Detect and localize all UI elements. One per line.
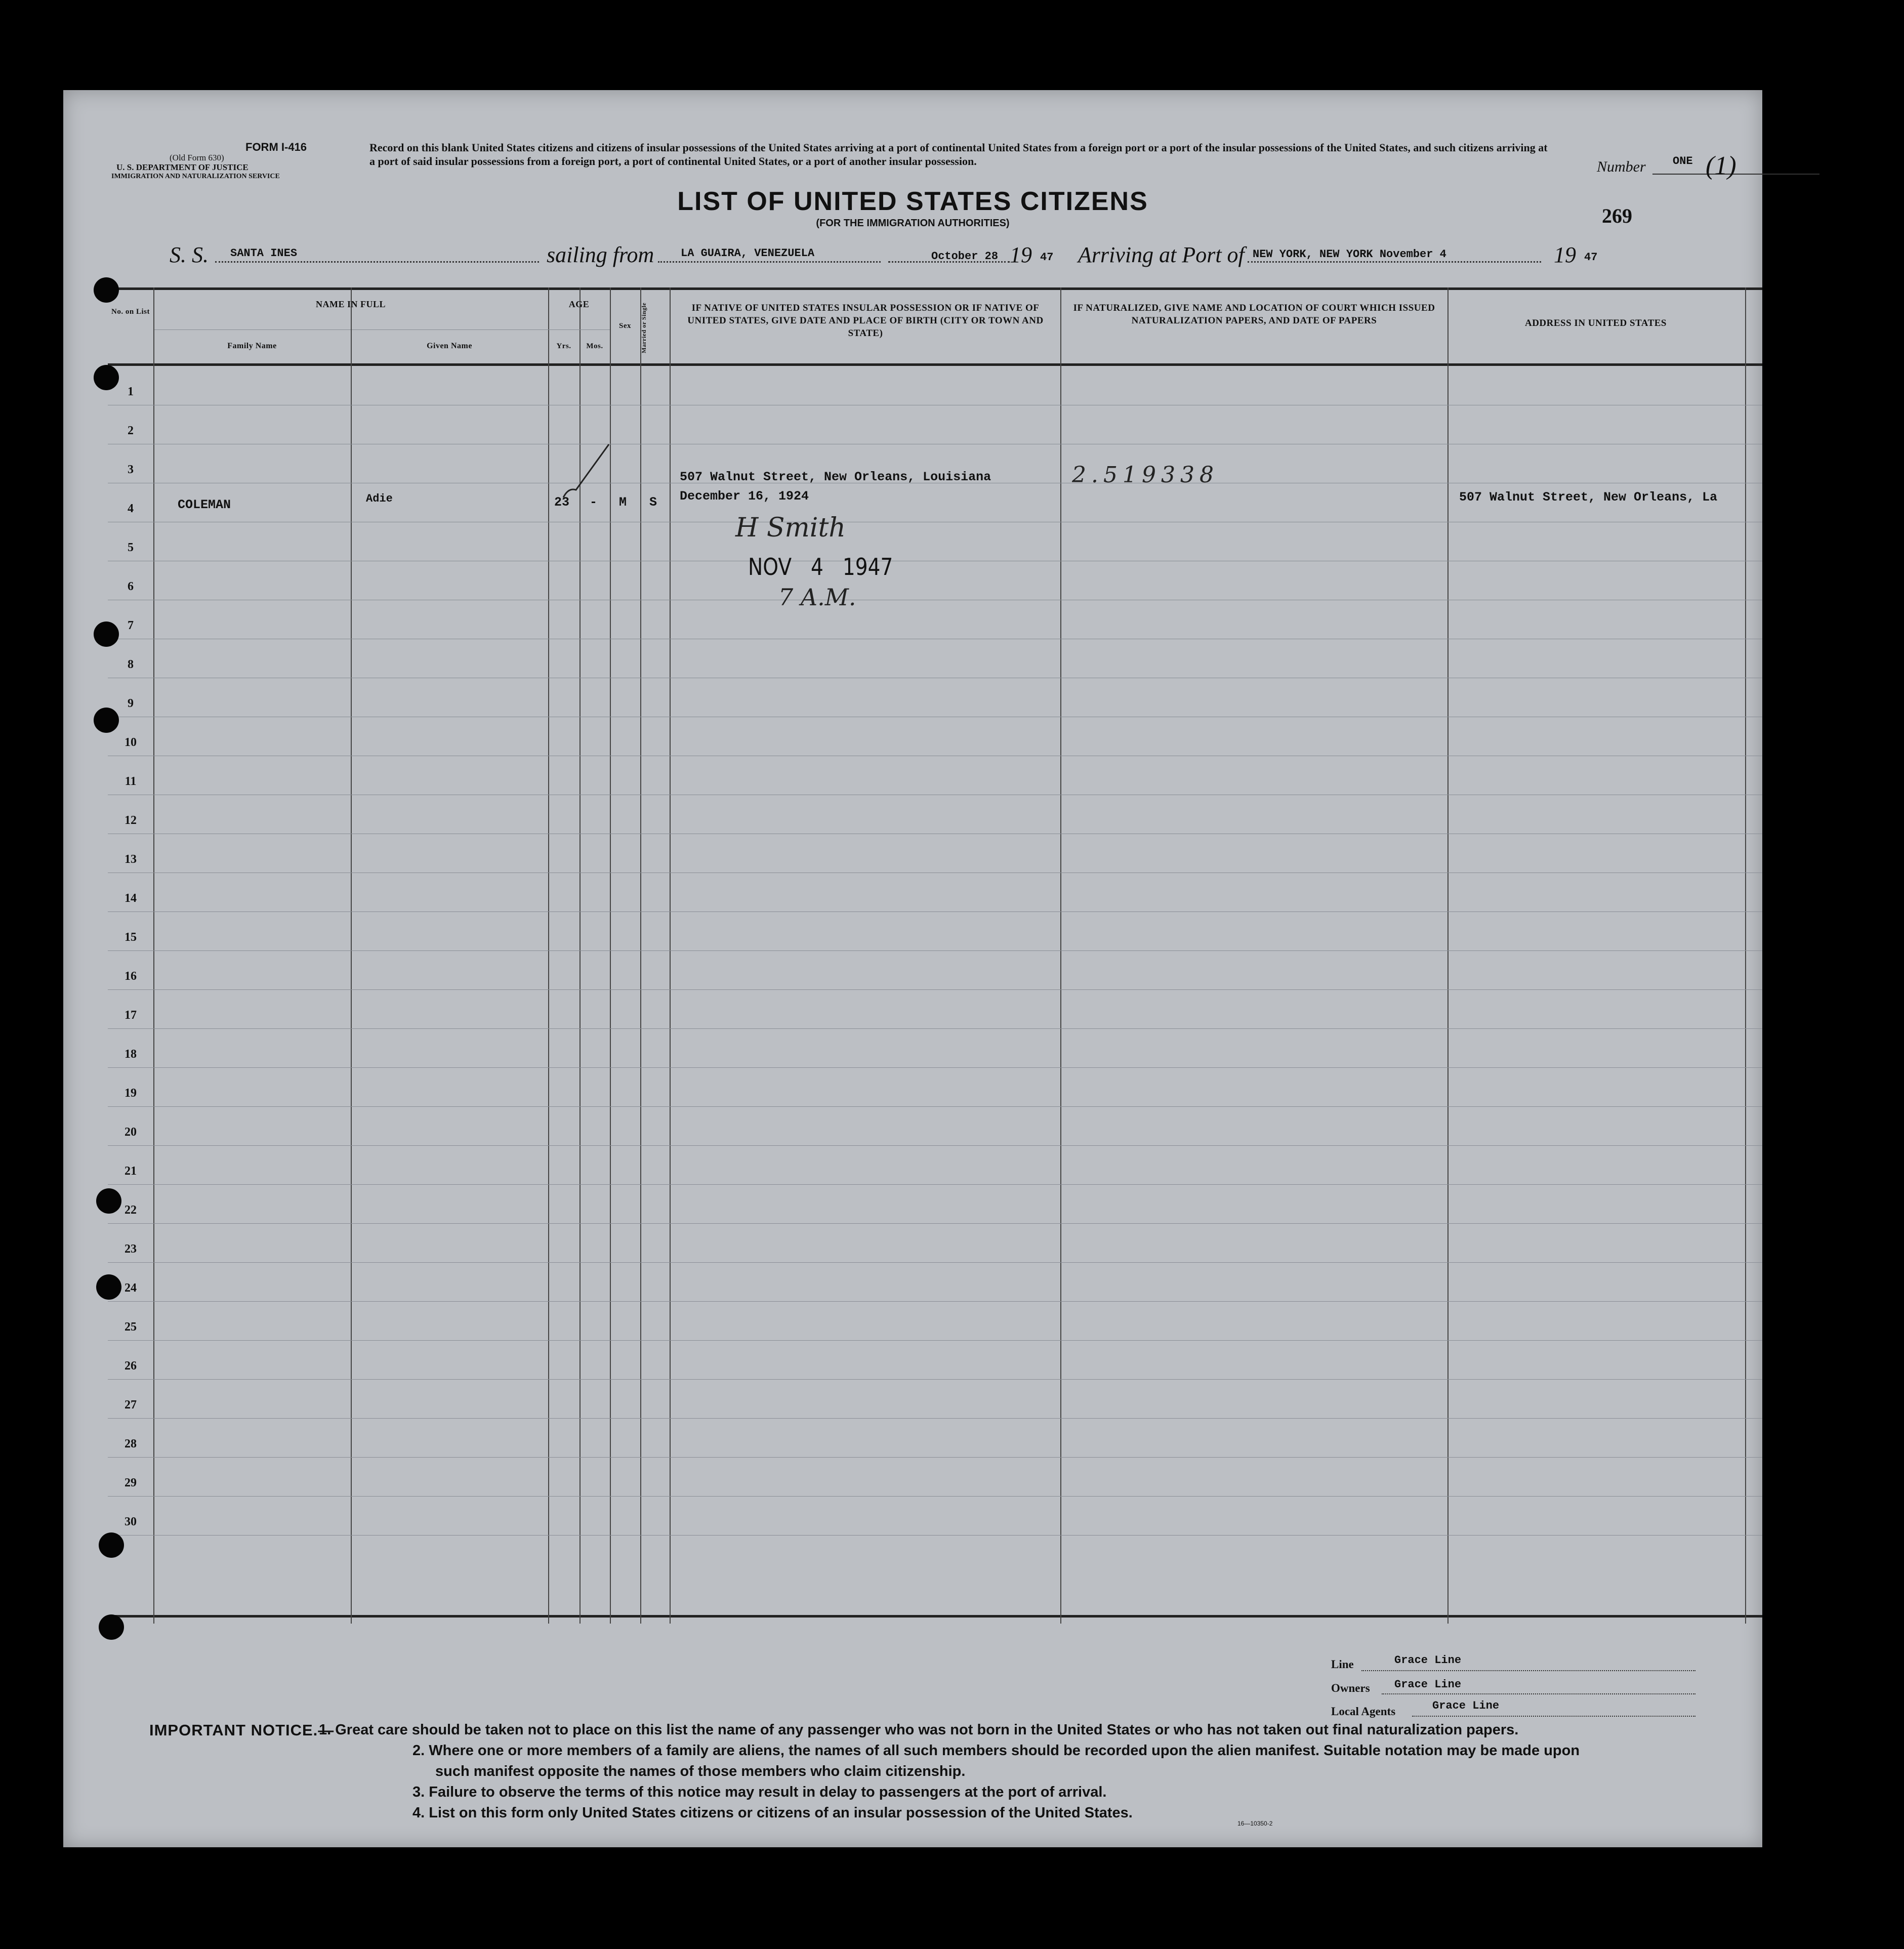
row-number: 1 — [128, 385, 134, 398]
row-rule — [108, 1418, 1762, 1419]
depart-date: October 28 — [931, 250, 999, 263]
row-number: 17 — [125, 1009, 137, 1022]
manifest-sheet — [63, 90, 1762, 1847]
number-handwritten-mark: (1) — [1706, 151, 1736, 180]
row-number: 9 — [128, 697, 134, 710]
notice-item-3: 3. Failure to observe the terms of this notice may result in delay to passengers at the port of arrival. — [412, 1784, 1107, 1800]
col-divider — [670, 287, 671, 1624]
row1-given-name: Adie — [366, 492, 393, 505]
row-rule — [108, 1145, 1762, 1146]
local-agents-underline — [1412, 1716, 1695, 1717]
row-number: 20 — [125, 1126, 137, 1139]
row-number: 11 — [125, 775, 137, 788]
row-rule — [108, 1340, 1762, 1341]
notice-heading: IMPORTANT NOTICE.— — [149, 1721, 335, 1739]
arriving-label: Arriving at Port of — [1078, 242, 1245, 267]
arrival-port: NEW YORK, NEW YORK November 4 — [1253, 248, 1446, 261]
inspection-time: 7 A.M. — [778, 584, 856, 611]
row-number: 10 — [125, 736, 137, 749]
depart-year: 47 — [1040, 251, 1054, 264]
notice-item-2: 2. Where one or more members of a family are aliens, the names of all such members should be recorded upon the alien manifest. Suitable notation may be made upon — [412, 1743, 1580, 1759]
row-number: 26 — [125, 1359, 137, 1373]
row-number: 7 — [128, 619, 134, 632]
row-rule — [108, 1379, 1762, 1380]
owners-label: Owners — [1331, 1682, 1370, 1694]
row-rule — [108, 1106, 1762, 1107]
row-number: 30 — [125, 1515, 137, 1528]
row1-birth-address: 507 Walnut Street, New Orleans, Louisiana — [680, 470, 991, 484]
col-header-family-name: Family Name — [227, 342, 277, 350]
row-rule — [108, 989, 1762, 990]
record-instructions: Record on this blank United States citizens and citizens of insular possessions of the United States arriving at a port of continental United States from a foreign port or a port of the insular possessions of the United States, and such citizens arriving at a port of said insular possessions from a foreign port, a port of continental United States, or a port of another insular possession. — [369, 141, 1548, 168]
col-header-name-in-full: NAME IN FULL — [315, 299, 386, 309]
sailing-from-label: sailing from — [547, 242, 654, 267]
local-agents-value: Grace Line — [1432, 1699, 1500, 1712]
col-divider — [1060, 287, 1061, 1624]
col-divider — [1745, 287, 1746, 1624]
ship-underline — [215, 261, 539, 263]
row-number: 3 — [128, 463, 134, 476]
row1-years: 23 — [554, 495, 570, 510]
row-number: 21 — [125, 1165, 137, 1178]
col-divider — [351, 287, 352, 1624]
number-value: ONE — [1673, 155, 1693, 168]
owners-value: Grace Line — [1394, 1678, 1462, 1691]
row-number: 23 — [125, 1242, 137, 1256]
row1-marital: S — [649, 495, 657, 510]
col-header-address: ADDRESS IN UNITED STATES — [1524, 318, 1667, 328]
checkmark-icon — [553, 439, 619, 510]
port-underline — [1248, 261, 1541, 263]
notice-item-1: 1. Great care should be taken not to place on this list the name of any passenger who was not born in the United States or who has not taken out final naturalization papers. — [319, 1722, 1519, 1738]
row1-birth-date: December 16, 1924 — [680, 489, 809, 504]
row-number: 5 — [128, 541, 134, 554]
inspector-signature: H Smith — [735, 513, 846, 543]
col-header-marital-status: Married or Single — [640, 302, 647, 354]
sailing-from-port: LA GUAIRA, VENEZUELA — [681, 247, 815, 260]
row-number: 13 — [125, 853, 137, 866]
row-number: 18 — [125, 1048, 137, 1061]
row-rule — [108, 911, 1762, 912]
depart-year-prefix: 19 — [1010, 242, 1032, 267]
binder-hole — [99, 1614, 124, 1640]
arrive-year-prefix: 19 — [1554, 242, 1576, 267]
binder-hole — [94, 365, 119, 390]
line-value: Grace Line — [1394, 1654, 1462, 1667]
col-divider — [640, 287, 641, 1624]
row-number: 22 — [125, 1204, 137, 1217]
row-rule — [108, 1223, 1762, 1224]
row-number: 8 — [128, 658, 134, 671]
binder-hole — [94, 277, 119, 303]
binder-hole — [94, 621, 119, 647]
col-header-years: Yrs. — [556, 342, 571, 350]
binder-hole — [96, 1188, 121, 1214]
row-rule — [108, 1535, 1762, 1536]
col-divider — [1447, 287, 1448, 1624]
row-number: 6 — [128, 580, 134, 593]
row1-sex: M — [619, 495, 627, 510]
number-label: Number — [1597, 158, 1646, 175]
row-rule — [108, 1262, 1762, 1263]
ss-label: S. S. — [170, 242, 209, 267]
row-number: 25 — [125, 1320, 137, 1334]
page-title: LIST OF UNITED STATES CITIZENS — [677, 187, 1148, 216]
row-number: 14 — [125, 892, 137, 905]
owners-underline — [1382, 1693, 1695, 1694]
passenger-table — [108, 287, 1762, 1624]
row-number: 4 — [128, 502, 134, 515]
row-number: 24 — [125, 1281, 137, 1295]
binder-hole — [94, 708, 119, 733]
binder-hole — [96, 1274, 121, 1300]
col-header-birthplace: IF NATIVE OF UNITED STATES INSULAR POSSESSION OR IF NATIVE OF UNITED STATES, GIVE DATE AND PLACE OF BIRTH (CITY OR TOWN AND STATE) — [687, 303, 1044, 339]
binder-hole — [99, 1532, 124, 1558]
row-number: 2 — [128, 424, 134, 437]
service-name: IMMIGRATION AND NATURALIZATION SERVICE — [111, 173, 280, 180]
row-number: 27 — [125, 1398, 137, 1412]
from-underline — [658, 261, 881, 263]
arrive-year: 47 — [1584, 251, 1598, 264]
col-header-age: AGE — [568, 299, 590, 309]
col-header-given-name: Given Name — [427, 342, 472, 350]
row-number: 15 — [125, 931, 137, 944]
department-name: U. S. DEPARTMENT OF JUSTICE — [116, 162, 249, 172]
page-subtitle: (FOR THE IMMIGRATION AUTHORITIES) — [816, 218, 1010, 229]
row-number: 28 — [125, 1437, 137, 1450]
header-bottom-rule — [108, 363, 1762, 366]
col-header-months: Mos. — [586, 342, 603, 350]
row-number: 19 — [125, 1087, 137, 1100]
notice-item-4: 4. List on this form only United States citizens or citizens of an insular possession of the United States. — [412, 1805, 1133, 1821]
row-rule — [108, 950, 1762, 951]
row-number: 29 — [125, 1476, 137, 1489]
row-rule — [108, 1028, 1762, 1029]
row-rule — [108, 1301, 1762, 1302]
line-underline — [1361, 1670, 1695, 1671]
form-number: FORM I-416 — [245, 141, 307, 153]
col-header-number: No. on List — [111, 308, 150, 316]
print-code: 16—10350-2 — [1237, 1820, 1273, 1827]
row-rule — [108, 1496, 1762, 1497]
row-number: 12 — [125, 814, 137, 827]
table-top-rule — [108, 287, 1762, 290]
row1-address: 507 Walnut Street, New Orleans, La — [1459, 490, 1718, 505]
notice-item-2-cont: such manifest opposite the names of those members who claim citizenship. — [435, 1763, 966, 1779]
local-agents-label: Local Agents — [1331, 1705, 1396, 1718]
row-rule — [108, 1457, 1762, 1458]
table-bottom-rule — [108, 1615, 1762, 1618]
row-rule — [108, 1184, 1762, 1185]
row1-naturalization-number: 2.519338 — [1072, 462, 1219, 488]
age-header-rule — [548, 329, 610, 330]
line-label: Line — [1331, 1658, 1354, 1671]
col-divider — [153, 287, 154, 1624]
row1-family-name: COLEMAN — [178, 497, 231, 512]
col-header-sex: Sex — [619, 322, 631, 330]
page-number: 269 — [1602, 204, 1632, 227]
row-rule — [108, 1067, 1762, 1068]
row-number: 16 — [125, 970, 137, 983]
col-divider — [548, 287, 549, 1624]
ship-name: SANTA INES — [230, 247, 298, 260]
old-form-number: (Old Form 630) — [170, 153, 224, 162]
row1-months: - — [590, 495, 598, 510]
col-header-naturalization: IF NATURALIZED, GIVE NAME AND LOCATION OF COURT WHICH ISSUED NATURALIZATION PAPERS, AND DATE OF PAPERS — [1073, 303, 1435, 326]
inspection-date-stamp: NOV 4 1947 — [748, 553, 893, 580]
